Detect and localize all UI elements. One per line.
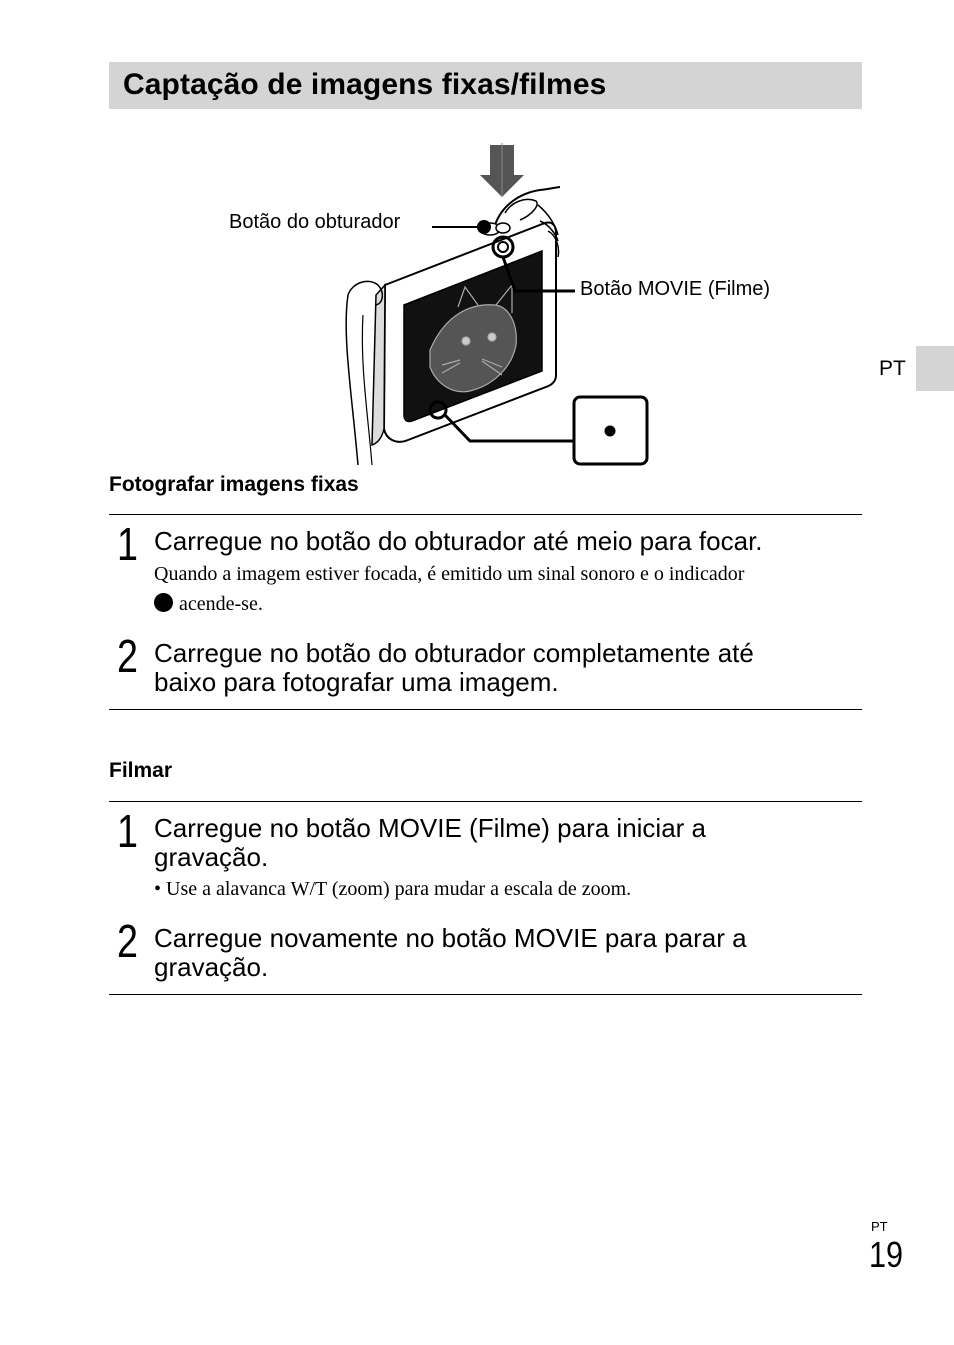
step-note-text: acende-se. [179,593,263,615]
divider [109,801,862,802]
step-number: 2 [117,915,138,967]
title-bar [109,62,862,109]
focus-indicator-dot-icon [154,593,173,612]
step-number: 1 [117,805,138,857]
section-heading-still: Fotografar imagens fixas [109,473,359,496]
step-text-line: Carregue novamente no botão MOVIE para parar a [154,923,747,953]
camera-illustration [220,135,820,470]
step-text-line: Carregue no botão do obturador completamente até [154,638,754,668]
press-arrow-icon [480,143,524,197]
step-text [154,924,859,982]
step-text-line: gravação. [154,842,269,872]
divider [109,994,862,995]
step-number: 1 [117,518,138,570]
step-text-line: baixo para fotografar uma imagem. [154,667,559,697]
section-heading-movie: Filmar [109,759,173,782]
step-text [154,639,859,697]
step-number: 2 [117,630,138,682]
step-note-line [154,589,864,619]
focus-indicator-icon [574,397,647,464]
shutter-button-callout: Botão do obturador [229,211,401,233]
step-text [154,814,859,872]
step-note [154,559,864,619]
divider [109,709,862,710]
step-text-line: gravação. [154,952,269,982]
divider [109,514,862,515]
page-number: 19 [869,1234,904,1275]
side-language-label: PT [879,357,906,380]
step-text: Carregue no botão do obturador até meio para focar. [154,526,763,556]
step-text-line: Carregue no botão MOVIE (Filme) para iniciar a [154,813,707,843]
step-note-line: Quando a imagem estiver focada, é emitido um sinal sonoro e o indicador [154,563,745,585]
side-language-tab [916,346,954,391]
step-note: • Use a alavanca W/T (zoom) para mudar a escala de zoom. [154,878,632,900]
page-title: Captação de imagens fixas/filmes [123,68,607,101]
page-language-label: PT [871,1219,888,1234]
movie-button-callout: Botão MOVIE (Filme) [580,278,771,300]
